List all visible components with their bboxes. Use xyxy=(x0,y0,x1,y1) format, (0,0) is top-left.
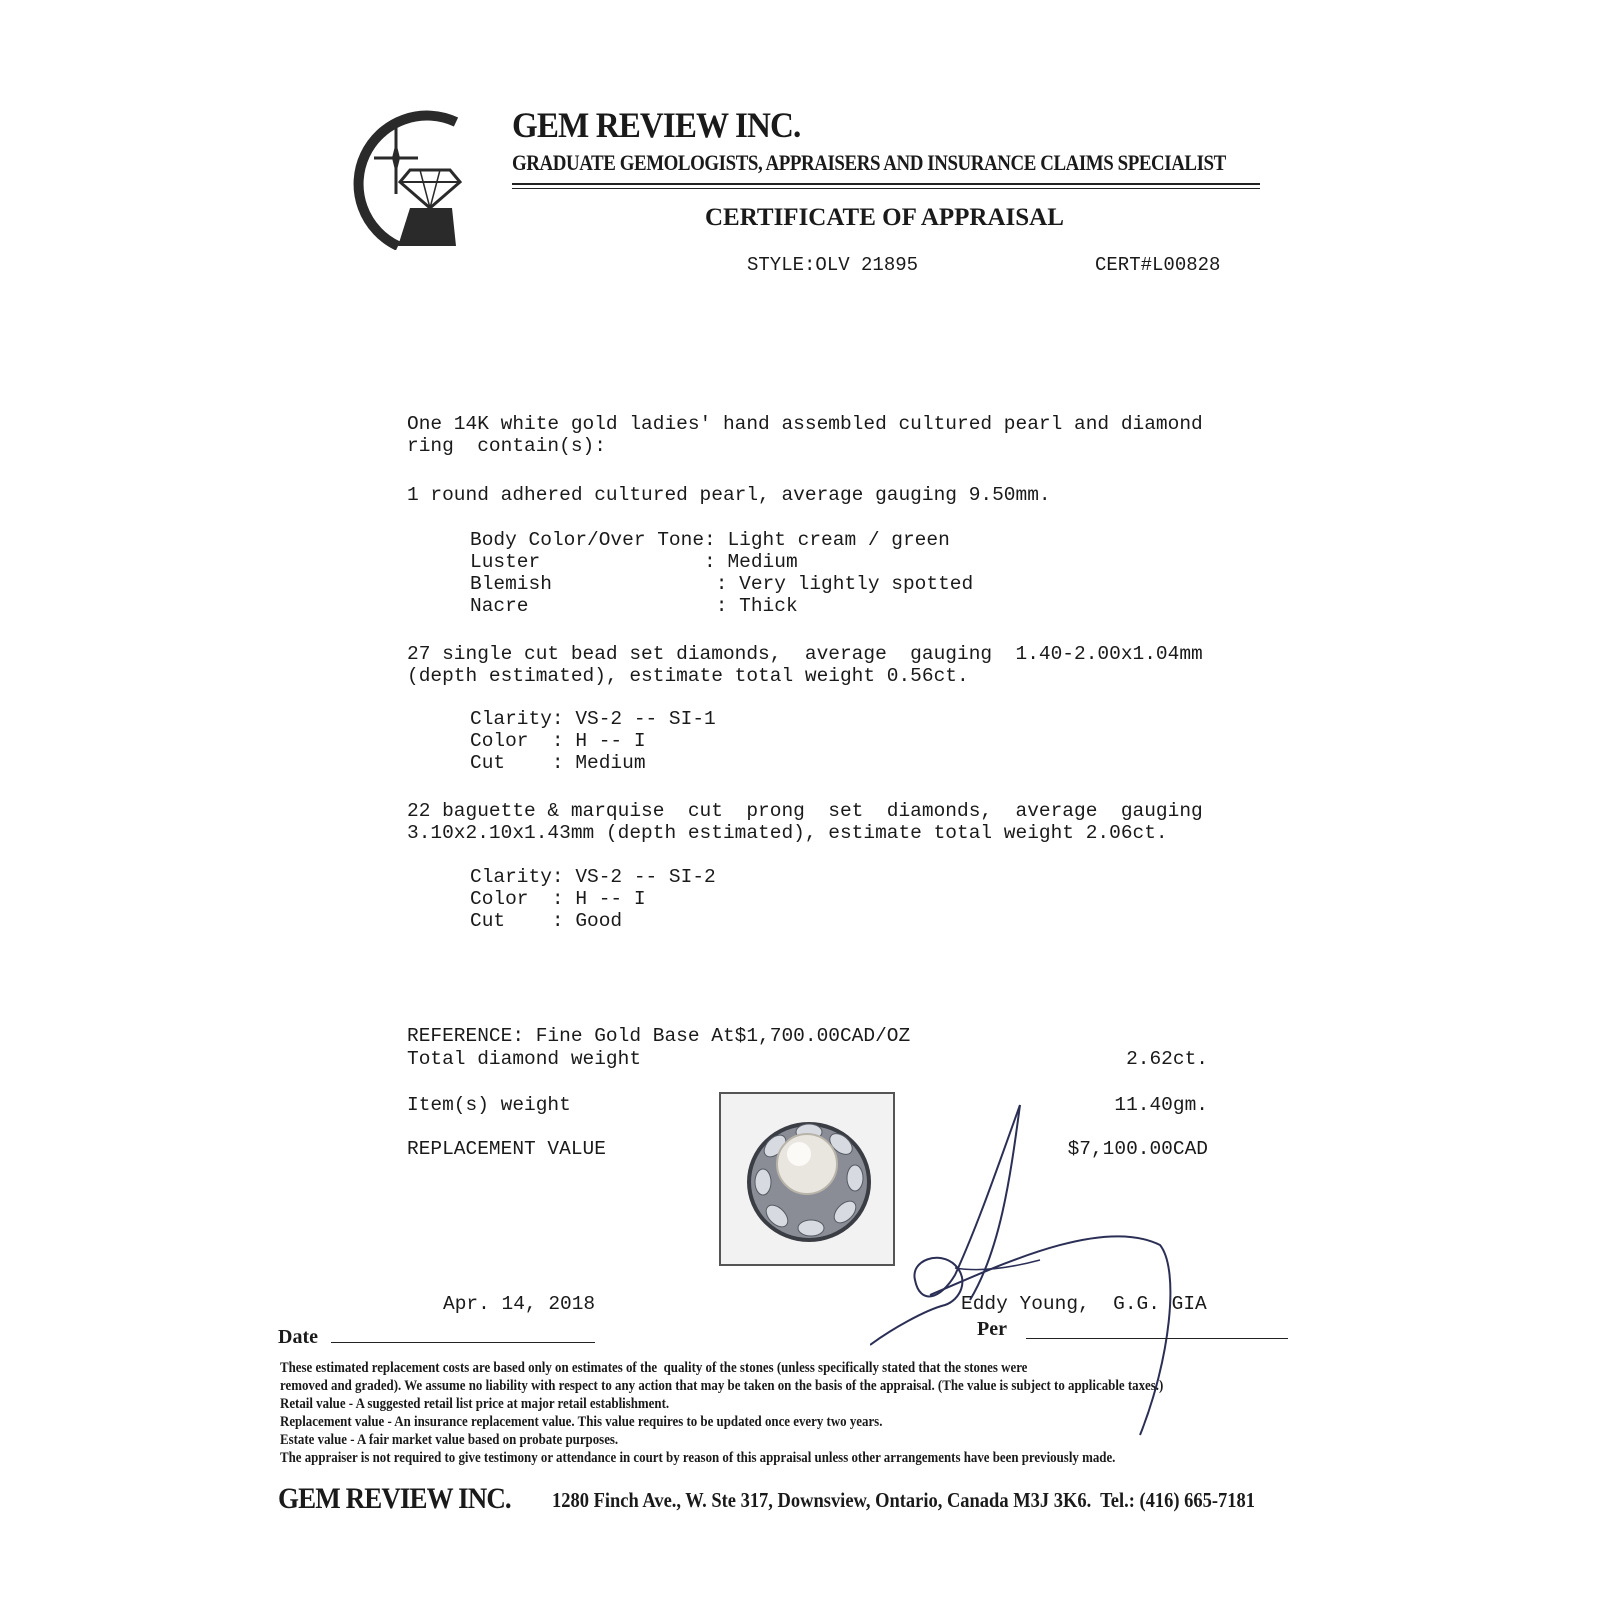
total-diamond-weight-value: 2.62ct. xyxy=(1126,1048,1208,1070)
footer-company-name: GEM REVIEW INC. xyxy=(278,1482,511,1515)
pearl-properties: Body Color/Over Tone: Light cream / green Luster : Medium Blemish : Very lightly spotted Nacre : Thick xyxy=(470,529,974,617)
signature-line xyxy=(1026,1338,1288,1339)
date-label: Date xyxy=(278,1326,318,1348)
appraiser-name: Eddy Young, G.G. GIA xyxy=(961,1293,1207,1315)
per-label: Per xyxy=(977,1318,1007,1340)
header-rule-thin xyxy=(512,188,1260,189)
gold-reference: REFERENCE: Fine Gold Base At$1,700.00CAD/OZ xyxy=(407,1025,911,1047)
diamonds-set-1-properties: Clarity: VS-2 -- SI-1 Color : H -- I Cut : Medium xyxy=(470,708,716,774)
header-rule xyxy=(512,183,1260,185)
footer-address: 1280 Finch Ave., W. Ste 317, Downsview, Ontario, Canada M3J 3K6. Tel.: (416) 665-7181 xyxy=(552,1488,1255,1512)
replacement-value-amount: $7,100.00CAD xyxy=(1067,1138,1208,1160)
item-weight-value: 11.40gm. xyxy=(1114,1094,1208,1116)
company-logo xyxy=(338,100,473,250)
disclaimer-line: These estimated replacement costs are based only on estimates of the quality of the stones (unless specifically stated that the stones were xyxy=(280,1360,1028,1376)
pearl-description: 1 round adhered cultured pearl, average gauging 9.50mm. xyxy=(407,484,1051,506)
date-line xyxy=(331,1342,595,1343)
company-tagline: GRADUATE GEMOLOGISTS, APPRAISERS AND INSURANCE CLAIMS SPECIALIST xyxy=(512,150,1226,175)
company-name: GEM REVIEW INC. xyxy=(512,105,801,145)
style-number: STYLE:OLV 21895 xyxy=(747,254,919,276)
ring-photo xyxy=(719,1092,895,1266)
replacement-value-label: REPLACEMENT VALUE xyxy=(407,1138,606,1160)
document-title: CERTIFICATE OF APPRAISAL xyxy=(705,204,1064,231)
diamonds-set-1-description: 27 single cut bead set diamonds, average gauging 1.40-2.00x1.04mm (depth estimated), estimate total weight 0.56ct. xyxy=(407,643,1203,687)
disclaimer-line: The appraiser is not required to give testimony or attendance in court by reason of this appraisal unless other arrangements have been previously made. xyxy=(280,1450,1116,1466)
appraisal-date: Apr. 14, 2018 xyxy=(443,1293,596,1315)
diamonds-set-2-properties: Clarity: VS-2 -- SI-2 Color : H -- I Cut : Good xyxy=(470,866,716,932)
disclaimer-line: removed and graded). We assume no liability with respect to any action that may be taken on the basis of the appraisal. (The value is subject to applicable taxes.) xyxy=(280,1378,1164,1394)
diamonds-set-2-description: 22 baguette & marquise cut prong set diamonds, average gauging 3.10x2.10x1.43mm (depth estimated), estimate total weight 2.06ct. xyxy=(407,800,1203,844)
disclaimer-line: Estate value - A fair market value based on probate purposes. xyxy=(280,1432,619,1448)
cert-number: CERT#L00828 xyxy=(1095,254,1221,276)
item-description: One 14K white gold ladies' hand assembled cultured pearl and diamond ring contain(s): xyxy=(407,413,1203,457)
disclaimer-line: Retail value - A suggested retail list price at major retail establishment. xyxy=(280,1396,670,1412)
item-weight-label: Item(s) weight xyxy=(407,1094,571,1116)
total-diamond-weight-label: Total diamond weight xyxy=(407,1048,642,1070)
disclaimer-line: Replacement value - An insurance replacement value. This value requires to be updated once every two years. xyxy=(280,1414,883,1430)
